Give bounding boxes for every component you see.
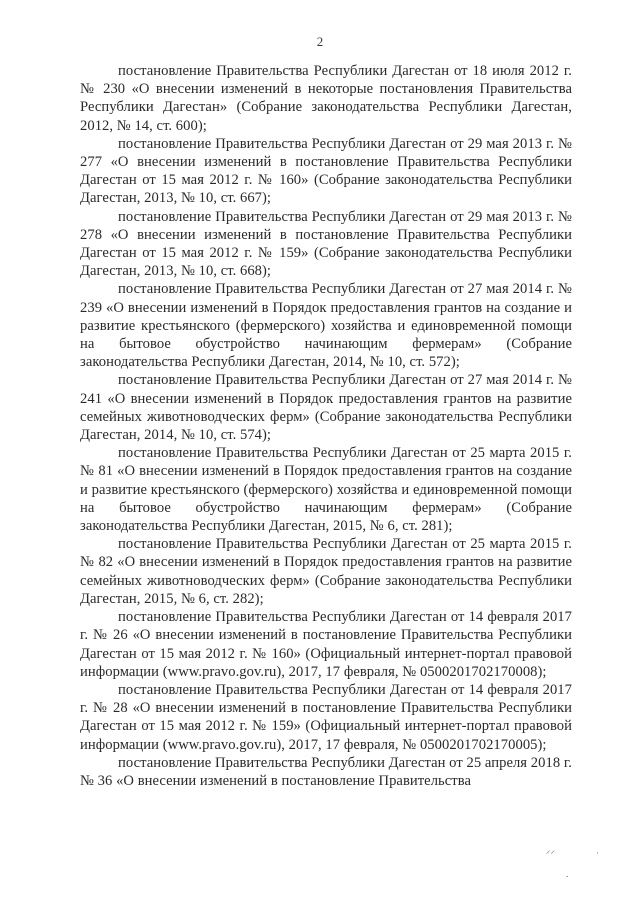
list-item: постановление Правительства Республики Дагестан от 25 марта 2015 г. № 82 «О внесении изменений в Порядок предоставления грантов на развитие семейных животноводческих ферм» (Собрание законодательства Республики Дагестан, 2015, № 6, ст. 282); — [80, 536, 572, 607]
list-item: постановление Правительства Республики Дагестан от 27 мая 2014 г. № 241 «О внесении изменений в Порядок предоставления грантов на развитие семейных животноводческих ферм» (Собрание законодательства Республики Дагестан, 2014, № 10, ст. 574); — [80, 372, 572, 444]
list-item: постановление Правительства Республики Дагестан от 18 июля 2012 г. № 230 «О внесении изменений в некоторые постановления Правительства Республики Дагестан» (Собрание законодательства Республики Дагестан, 2012, № 14, ст. 600); — [80, 63, 572, 134]
scan-artifact: ⸝⸝ — [546, 845, 556, 855]
scan-artifact: ˙ — [596, 851, 599, 861]
list-item: постановление Правительства Республики Дагестан от 14 февраля 2017 г. № 28 «О внесении изменений в постановление Правительства Республики Дагестан от 15 мая 2012 г. № 159» (Официальный интернет-портал правовой информации (www.pravo.gov.ru), 2017, 17 февраля, № 0500201702170005); — [80, 681, 572, 753]
list-item: постановление Правительства Республики Дагестан от 29 мая 2013 г. № 277 «О внесении изменений в постановление Правительства Республики Дагестан от 15 мая 2012 г. № 160» (Собрание законодательства Республики Дагестан, 2013, № 10, ст. 667); — [80, 135, 572, 207]
list-item: постановление Правительства Республики Дагестан от 27 мая 2014 г. № 239 «О внесении изменений в Порядок предоставления грантов на создание и развитие крестьянского (фермерского) хозяйства и единовременной помощи на бытовое обустройство начинающим фермерам» (Собрание законодательства Республики Дагестан, 2014, № 10, ст. 572); — [80, 281, 572, 371]
list-item: постановление Правительства Республики Дагестан от 14 февраля 2017 г. № 26 «О внесении изменений в постановление Правительства Республики Дагестан от 15 мая 2012 г. № 160» (Официальный интернет-портал правовой информации (www.pravo.gov.ru), 2017, 17 февраля, № 0500201702170008); — [80, 609, 572, 680]
list-item: постановление Правительства Республики Дагестан от 25 марта 2015 г. № 81 «О внесении изменений в Порядок предоставления грантов на создание и развитие крестьянского (фермерского) хозяйства и единовременной помощи на бытовое обустройство начинающим фермерам» (Собрание законодательства Республики Дагестан, 2015, № 6, ст. 281); — [80, 445, 572, 535]
page-number: 2 — [316, 34, 324, 49]
list-item: постановление Правительства Республики Дагестан от 25 апреля 2018 г. № 36 «О внесении изменений в постановление Правительства — [80, 754, 572, 789]
list-item: постановление Правительства Республики Дагестан от 29 мая 2013 г. № 278 «О внесении изменений в постановление Правительства Республики Дагестан от 15 мая 2012 г. № 159» (Собрание законодательства Республики Дагестан, 2013, № 10, ст. 668); — [80, 208, 572, 280]
scan-artifact: . — [566, 869, 569, 879]
document-body — [80, 62, 572, 790]
